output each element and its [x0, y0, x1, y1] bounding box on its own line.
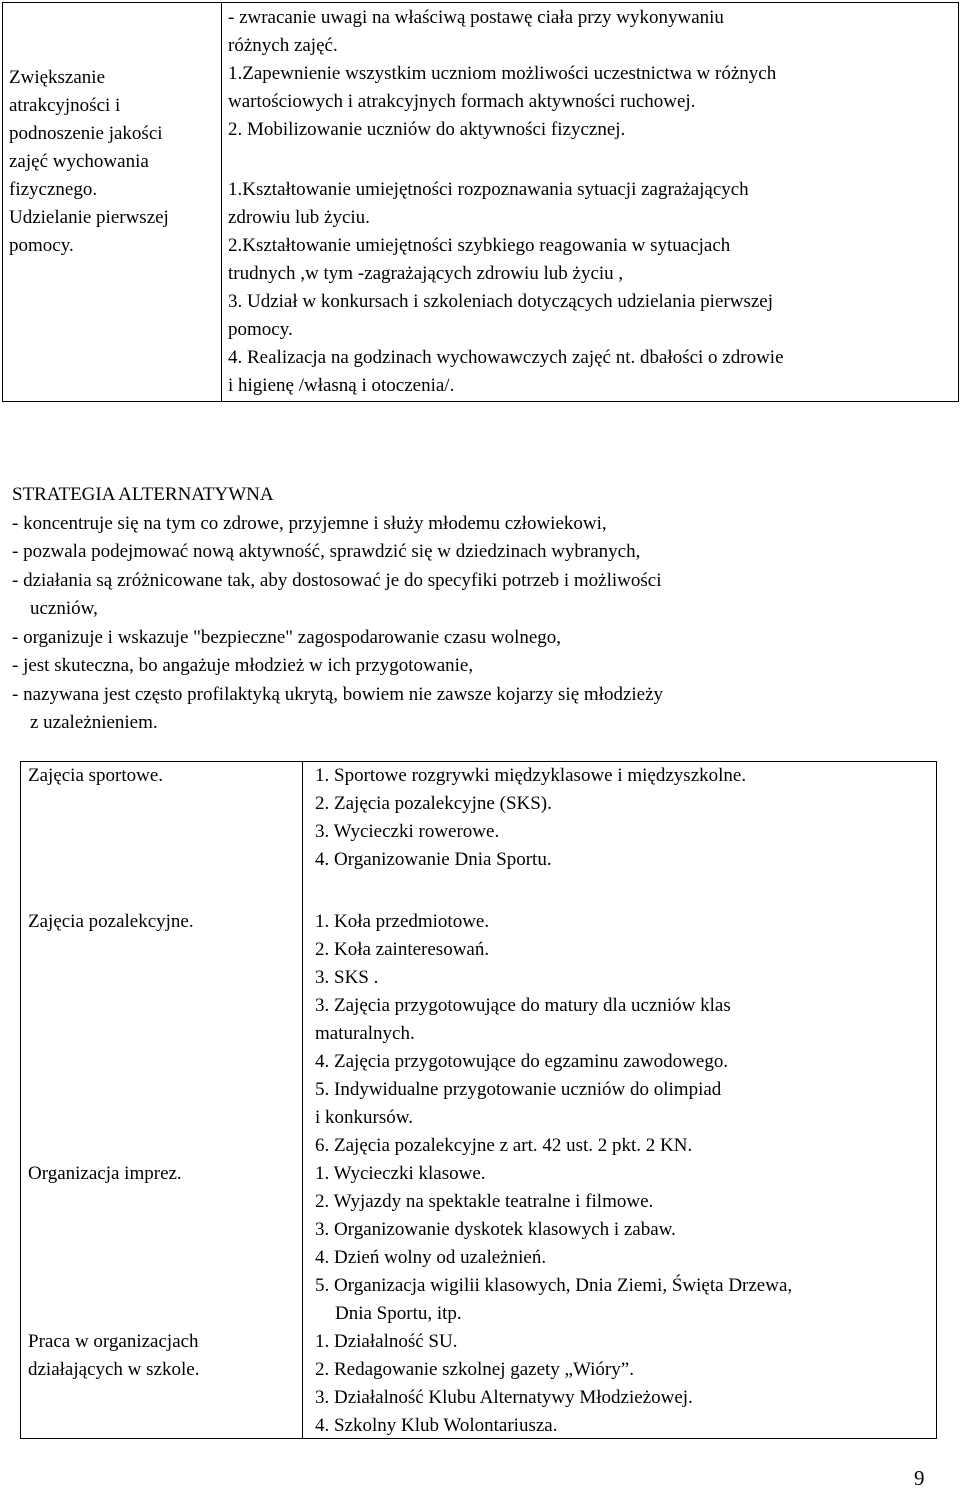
list-item: 1. Sportowe rozgrywki międzyklasowe i międzyszkolne.	[315, 765, 747, 786]
list-item: 2. Wyjazdy na spektakle teatralne i filmowe.	[315, 1191, 654, 1212]
goal-line: pomocy.	[9, 235, 74, 256]
category-cell	[20, 1328, 307, 1440]
list-item: i konkursów.	[315, 1107, 413, 1128]
goal-line: Udzielanie pierwszej	[9, 207, 169, 228]
list-item: 5. Indywidualne przygotowanie uczniów do olimpiad	[315, 1079, 722, 1100]
strategy-item: - działania są zróżnicowane tak, aby dostosować je do specyfiki potrzeb i możliwości	[12, 569, 662, 591]
category-label: Praca w organizacjach	[28, 1331, 199, 1352]
strategy-title: STRATEGIA ALTERNATYWNA	[12, 484, 274, 505]
activities-table	[20, 761, 937, 1440]
task-line: wartościowych i atrakcyjnych formach aktywności ruchowej.	[228, 91, 696, 112]
category-cell	[20, 1160, 307, 1328]
strategy-item-continuation: uczniów,	[30, 598, 98, 619]
task-line: pomocy.	[228, 319, 293, 340]
list-item: 3. Wycieczki rowerowe.	[315, 821, 500, 842]
tasks-cell	[222, 3, 959, 402]
page-number: 9	[914, 1466, 925, 1490]
category-label: Zajęcia sportowe.	[28, 765, 164, 786]
list-item: 6. Zajęcia pozalekcyjne z art. 42 ust. 2 pkt. 2 KN.	[315, 1135, 693, 1156]
list-item: 3. Organizowanie dyskotek klasowych i zabaw.	[315, 1219, 676, 1240]
task-line: 4. Realizacja na godzinach wychowawczych zajęć nt. dbałości o zdrowie	[228, 347, 784, 368]
list-item: 1. Działalność SU.	[315, 1331, 458, 1352]
strategy-item: - koncentruje się na tym co zdrowe, przyjemne i służy młodemu człowiekowi,	[12, 512, 607, 534]
strategy-item: - pozwala podejmować nową aktywność, sprawdzić się w dziedzinach wybranych,	[12, 541, 641, 562]
list-item: 1. Wycieczki klasowe.	[315, 1163, 486, 1184]
task-line: - zwracanie uwagi na właściwą postawę ciała przy wykonywaniu	[228, 7, 724, 28]
goal-line: atrakcyjności i	[9, 95, 121, 116]
strategy-section	[12, 481, 952, 738]
list-item: 2. Redagowanie szkolnej gazety „Wióry”.	[315, 1359, 634, 1380]
task-line: 2. Mobilizowanie uczniów do aktywności fizycznej.	[228, 119, 626, 140]
list-item: 3. Zajęcia przygotowujące do matury dla uczniów klas	[315, 995, 731, 1016]
items-cell	[307, 908, 937, 1160]
table-row	[20, 1160, 937, 1328]
strategy-item: - organizuje i wskazuje "bezpieczne" zagospodarowanie czasu wolnego,	[12, 626, 562, 648]
goal-line: fizycznego.	[9, 179, 98, 200]
goal-line: zajęć wychowania	[9, 151, 149, 172]
list-item: 2. Koła zainteresowań.	[315, 939, 490, 960]
table-row	[20, 1328, 937, 1440]
task-line: 1.Zapewnienie wszystkim uczniom możliwości uczestnictwa w różnych	[228, 63, 777, 84]
category-cell	[20, 908, 307, 1160]
list-item: 5. Organizacja wigilii klasowych, Dnia Ziemi, Święta Drzewa,	[315, 1275, 793, 1296]
category-cell	[20, 761, 307, 908]
list-item: maturalnych.	[315, 1023, 415, 1044]
goal-line: Zwiększanie	[9, 67, 106, 88]
items-cell	[307, 761, 937, 908]
list-item: 4. Organizowanie Dnia Sportu.	[315, 849, 552, 870]
category-label: Organizacja imprez.	[28, 1163, 182, 1184]
category-label: działających w szkole.	[28, 1359, 200, 1380]
goal-line: podnoszenie jakości	[9, 123, 163, 144]
task-line: różnych zajęć.	[228, 35, 338, 56]
goal-cell	[3, 3, 222, 402]
list-item: 1. Koła przedmiotowe.	[315, 911, 490, 932]
task-line: 2.Kształtowanie umiejętności szybkiego reagowania w sytuacjach	[228, 235, 731, 256]
list-item: 3. Działalność Klubu Alternatywy Młodzieżowej.	[315, 1387, 693, 1408]
task-line: zdrowiu lub życiu.	[228, 207, 370, 228]
task-line: 3. Udział w konkursach i szkoleniach dotyczących udzielania pierwszej	[228, 291, 773, 312]
strategy-item: - jest skuteczna, bo angażuje młodzież w ich przygotowanie,	[12, 655, 474, 676]
list-item: 3. SKS .	[315, 967, 379, 988]
table-row	[20, 761, 937, 908]
task-line: i higienę /własną i otoczenia/.	[228, 375, 455, 396]
list-item: 2. Zajęcia pozalekcyjne (SKS).	[315, 793, 552, 814]
strategy-item-continuation: z uzależnieniem.	[30, 712, 158, 733]
category-label: Zajęcia pozalekcyjne.	[28, 911, 194, 932]
table-row	[20, 908, 937, 1160]
task-line: trudnych ,w tym -zagrażających zdrowiu lub życiu ,	[228, 263, 624, 284]
items-cell	[307, 1328, 937, 1440]
items-cell	[307, 1160, 937, 1328]
list-item-continuation: Dnia Sportu, itp.	[335, 1303, 462, 1324]
goals-table	[2, 2, 959, 402]
list-item: 4. Szkolny Klub Wolontariusza.	[315, 1415, 558, 1436]
strategy-item: - nazywana jest często profilaktyką ukrytą, bowiem nie zawsze kojarzy się młodzieży	[12, 683, 664, 705]
list-item: 4. Zajęcia przygotowujące do egzaminu zawodowego.	[315, 1051, 729, 1072]
list-item: 4. Dzień wolny od uzależnień.	[315, 1247, 547, 1268]
task-line: 1.Kształtowanie umiejętności rozpoznawania sytuacji zagrażających	[228, 179, 749, 200]
